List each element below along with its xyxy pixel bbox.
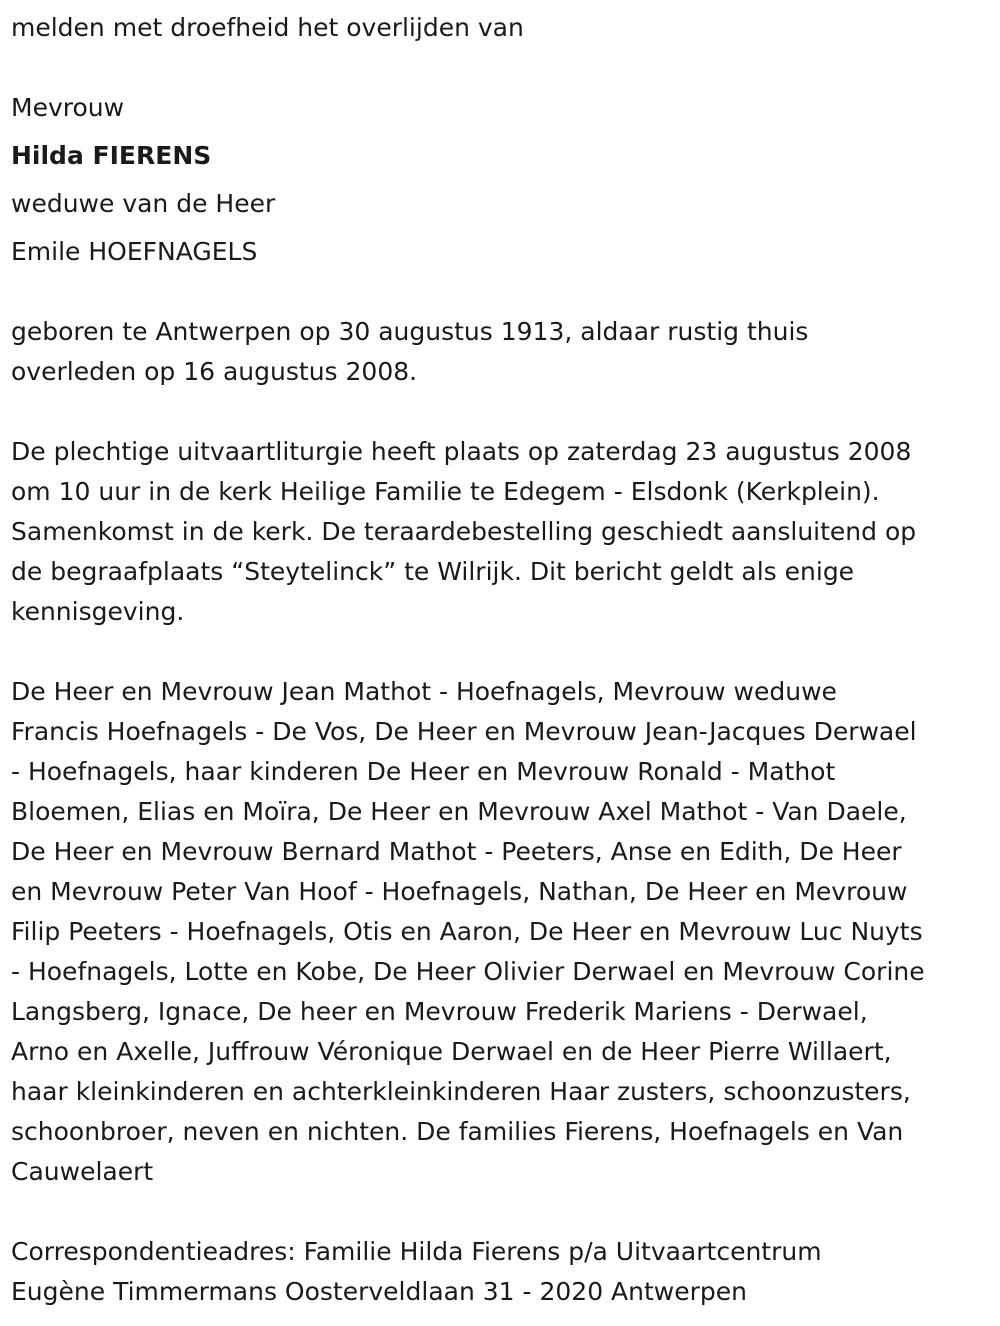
text-line: Correspondentieadres: Familie Hilda Fierens p/a Uitvaartcentrum	[11, 1237, 822, 1266]
text-line: en Mevrouw Peter Van Hoof - Hoefnagels, Nathan, De Heer en Mevrouw	[11, 877, 908, 906]
text-line: kennisgeving.	[11, 597, 185, 626]
birth-death-paragraph	[11, 312, 991, 392]
correspondence-address	[11, 1232, 991, 1312]
text-line: Cauwelaert	[11, 1157, 154, 1186]
text-line: haar kleinkinderen en achterkleinkinderen Haar zusters, schoonzusters,	[11, 1077, 911, 1106]
text-line: Samenkomst in de kerk. De teraardebestelling geschiedt aansluitend op	[11, 517, 917, 546]
intro-line: melden met droefheid het overlijden van	[11, 13, 524, 42]
text-line: overleden op 16 augustus 2008.	[11, 357, 418, 386]
text-line: geboren te Antwerpen op 30 augustus 1913, aldaar rustig thuis	[11, 317, 809, 346]
text-line: De Heer en Mevrouw Jean Mathot - Hoefnagels, Mevrouw weduwe	[11, 677, 837, 706]
text-line: Filip Peeters - Hoefnagels, Otis en Aaron, De Heer en Mevrouw Luc Nuyts	[11, 917, 923, 946]
text-line: Langsberg, Ignace, De heer en Mevrouw Frederik Mariens - Derwael,	[11, 997, 868, 1026]
text-line: Bloemen, Elias en Moïra, De Heer en Mevrouw Axel Mathot - Van Daele,	[11, 797, 907, 826]
text-line: De plechtige uitvaartliturgie heeft plaats op zaterdag 23 augustus 2008	[11, 437, 912, 466]
text-line: Arno en Axelle, Juffrouw Véronique Derwael en de Heer Pierre Willaert,	[11, 1037, 892, 1066]
deceased-name: Hilda FIERENS	[11, 141, 212, 170]
husband-name: Emile HOEFNAGELS	[11, 237, 258, 266]
honorific: Mevrouw	[11, 93, 125, 122]
text-line: Eugène Timmermans Oosterveldlaan 31 - 2020 Antwerpen	[11, 1277, 747, 1306]
text-line: De Heer en Mevrouw Bernard Mathot - Peeters, Anse en Edith, De Heer	[11, 837, 902, 866]
liturgy-paragraph	[11, 432, 991, 632]
widow-of-line: weduwe van de Heer	[11, 189, 276, 218]
text-line: Francis Hoefnagels - De Vos, De Heer en Mevrouw Jean-Jacques Derwael	[11, 717, 917, 746]
text-line: schoonbroer, neven en nichten. De families Fierens, Hoefnagels en Van	[11, 1117, 904, 1146]
text-line: - Hoefnagels, Lotte en Kobe, De Heer Olivier Derwael en Mevrouw Corine	[11, 957, 925, 986]
text-line: - Hoefnagels, haar kinderen De Heer en Mevrouw Ronald - Mathot	[11, 757, 836, 786]
obituary-notice	[11, 8, 991, 1312]
text-line: de begraafplaats “Steytelinck” te Wilrijk. Dit bericht geldt als enige	[11, 557, 855, 586]
family-paragraph	[11, 672, 991, 1192]
text-line: om 10 uur in de kerk Heilige Familie te Edegem - Elsdonk (Kerkplein).	[11, 477, 880, 506]
